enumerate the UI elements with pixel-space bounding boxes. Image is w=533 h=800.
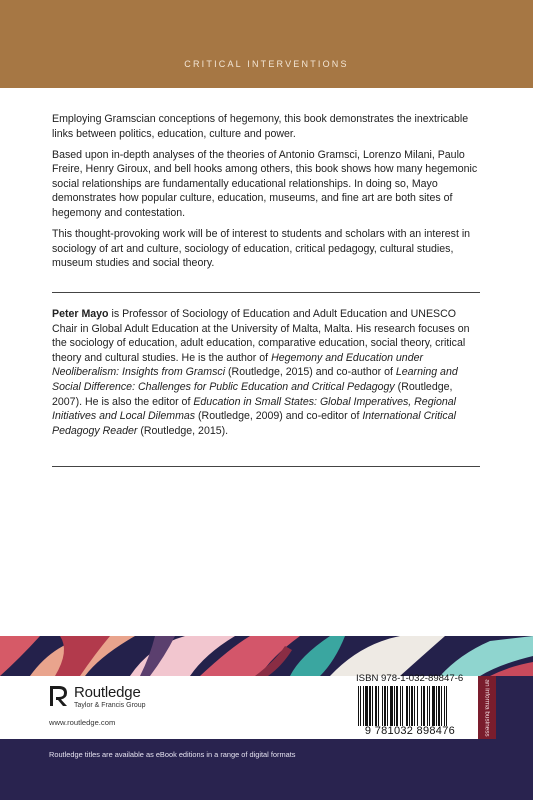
book-description — [52, 112, 482, 277]
decorative-art-band — [0, 636, 533, 676]
barcode-digits: 9 781032 898476 — [364, 725, 456, 737]
description-paragraph-2: Based upon in-depth analyses of the theories of Antonio Gramsci, Lorenzo Milani, Paulo Freire, Henry Giroux, and bell hooks among others, this book shows how many hegemonic social relationships are fundamentally educational relationships. In doing so, Mayo demonstrates how popular culture, education, museums, and fine art are both sites of hegemony and contestation. — [52, 148, 478, 220]
bio-text-4: (Routledge, 2009) and co-editor of — [195, 410, 363, 423]
publisher-name: Routledge — [74, 684, 141, 701]
book-title-4: International Critical Pedagogy Reader — [52, 410, 456, 437]
top-color-band — [0, 0, 533, 88]
informa-label: an informa business — [483, 679, 491, 737]
publisher-group: Taylor & Francis Group — [74, 702, 146, 709]
ebook-note: Routledge titles are available as eBook editions in a range of digital formats — [49, 750, 296, 759]
isbn-label: ISBN 978-1-032-89847-6 — [356, 673, 464, 684]
description-paragraph-3: This thought-provoking work will be of interest to students and scholars with an interest in sociology of art and culture, sociology of education, critical pedagogy, cultural studies, museum studies and social theory. — [52, 228, 471, 270]
divider-bottom — [52, 466, 480, 467]
bio-text-3: (Routledge, 2007). He is also the editor of — [52, 380, 453, 408]
routledge-logo-icon — [49, 684, 68, 708]
abstract-art-graphic — [0, 636, 533, 676]
description-paragraph-1: Employing Gramscian conceptions of hegemony, this book demonstrates the inextricable links between politics, education, culture and power. — [52, 113, 469, 140]
author-bio — [52, 307, 482, 438]
bio-text-2: (Routledge, 2015) and co-author of — [225, 366, 396, 379]
author-name: Peter Mayo — [52, 308, 109, 320]
publisher-url[interactable]: www.routledge.com — [49, 718, 116, 727]
book-title-3: Education in Small States: Global Imperatives, Regional Initiatives and Local Dilemmas — [52, 395, 456, 423]
bio-text-5: (Routledge, 2015). — [137, 424, 229, 437]
bio-text-1: is Professor of Sociology of Education and Adult Education and UNESCO Chair in Global Adult Education at the University of Malta, Malta. His research focuses on the sociology of education, adult education, comparative education, social theory, critical theory and cultural studies. He is the author of — [52, 308, 470, 364]
series-label: CRITICAL INTERVENTIONS — [184, 59, 349, 69]
book-title-1: Hegemony and Education under Neoliberalism: Insights from Gramsci — [52, 351, 424, 379]
book-title-2: Learning and Social Difference: Challenges for Public Education and Critical Pedagogy — [52, 366, 458, 393]
divider-top — [52, 292, 480, 293]
barcode-graphic — [358, 686, 470, 726]
